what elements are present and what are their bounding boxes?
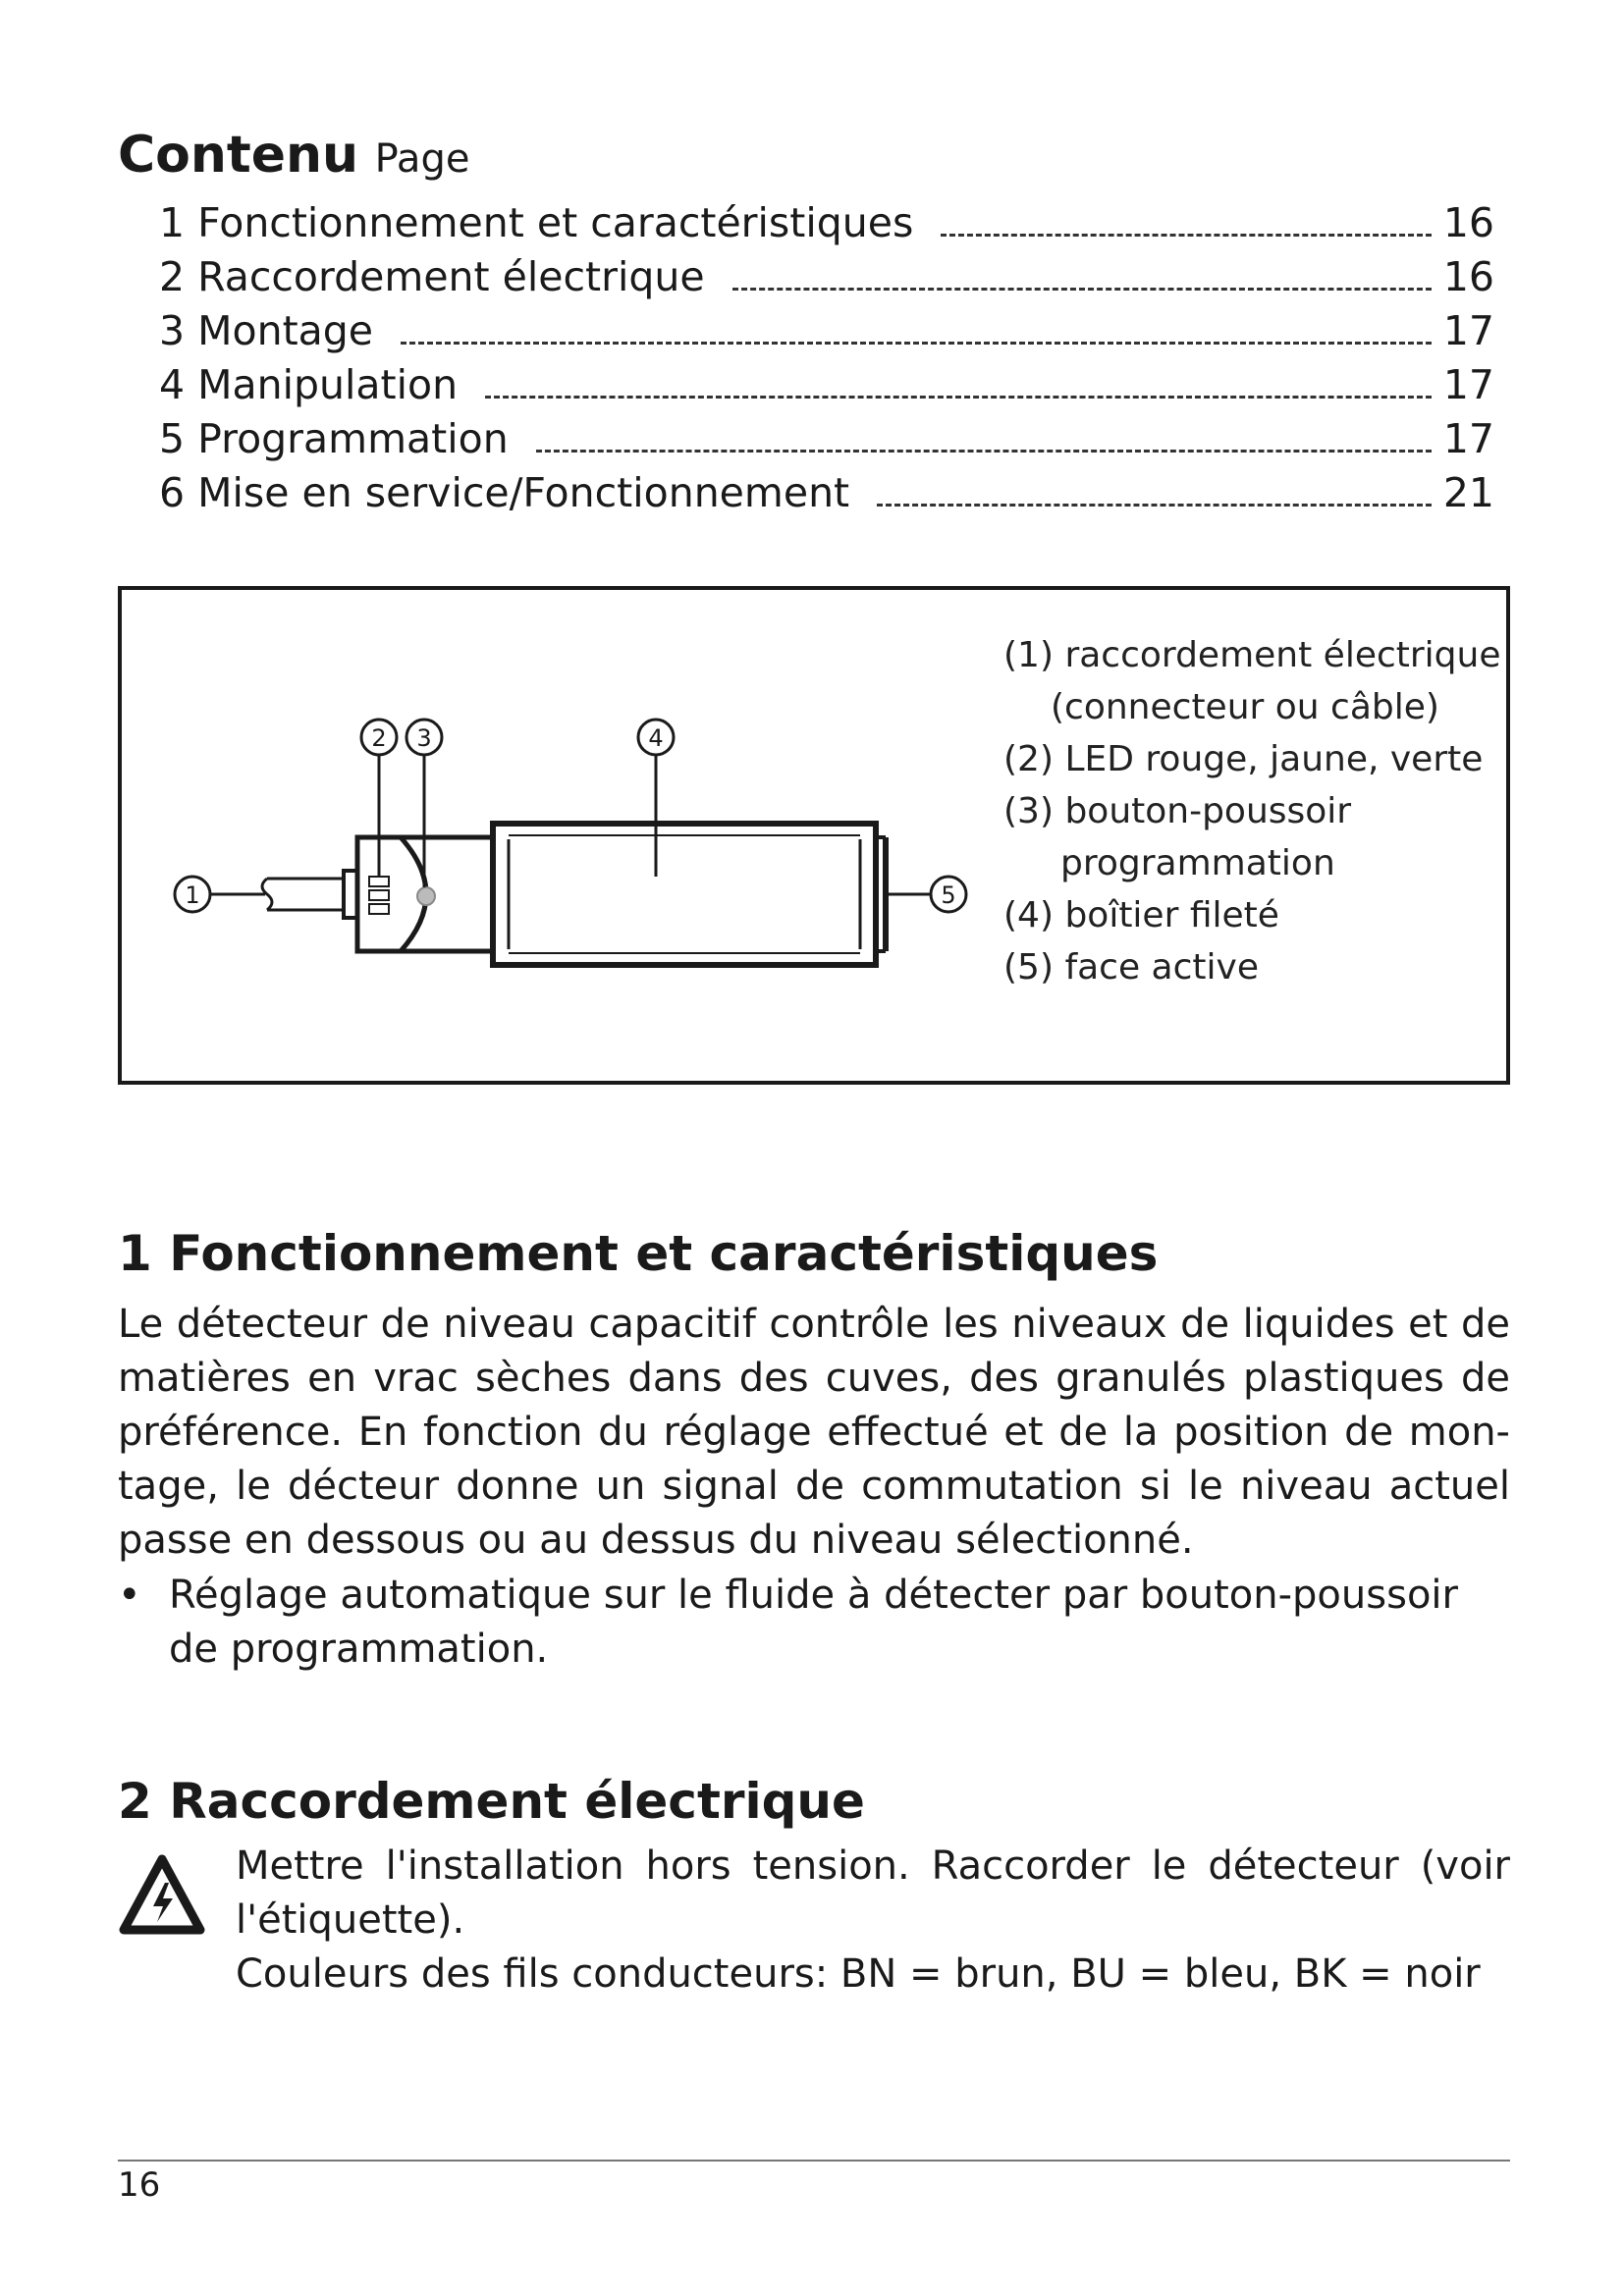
toc-entry[interactable] [159, 199, 1494, 253]
legend-item: (5) face active [1003, 947, 1259, 988]
marker-label: 4 [648, 724, 664, 752]
toc-leader [485, 396, 1432, 399]
toc-entry-label: 6 Mise en service/Fonctionnement [159, 469, 850, 516]
electric-hazard-icon [118, 1853, 206, 1938]
marker-label: 3 [416, 724, 432, 752]
toc-entry[interactable] [159, 361, 1494, 415]
toc-entry-label: 5 Programmation [159, 415, 509, 462]
program-button-icon [417, 887, 435, 905]
legend-item: (2) LED rouge, jaune, verte [1003, 739, 1484, 779]
toc-leader [941, 234, 1431, 237]
toc-entry[interactable] [159, 253, 1494, 307]
marker-label: 2 [371, 724, 387, 752]
threaded-housing [493, 824, 876, 965]
legend-item: programmation [1060, 843, 1335, 883]
section-1-heading: 1 Fonctionnement et caractéristiques [118, 1225, 1159, 1282]
legend-item: (1) raccordement électrique [1003, 635, 1501, 675]
toc-entry-page: 16 [1442, 253, 1494, 300]
toc-entry-label: 3 Montage [159, 307, 374, 354]
toc-leader [536, 450, 1432, 453]
sensor-head [357, 837, 426, 951]
legend-item: (connecteur ou câble) [1051, 687, 1439, 727]
toc-entry-label: 2 Raccordement électrique [159, 253, 705, 300]
page-number: 16 [118, 2165, 161, 2205]
led-segment [369, 890, 389, 900]
bullet-item [118, 1569, 1510, 1677]
toc-entry-label: 1 Fonctionnement et caractéristiques [159, 199, 914, 246]
toc-entry[interactable] [159, 307, 1494, 361]
bullet-text: Réglage automatique sur le fluide à détecter par bouton-poussoir de programmation. [169, 1573, 1458, 1672]
toc-entry-page: 17 [1442, 307, 1494, 354]
section-2-heading: 2 Raccordement électrique [118, 1773, 865, 1830]
wire-colors-text: Couleurs des fils conducteurs: BN = brun, BU = bleu, BK = noir [236, 1951, 1481, 1997]
toc-leader [877, 504, 1432, 507]
legend-item: (4) boîtier fileté [1003, 895, 1279, 935]
toc-entry-label: 4 Manipulation [159, 361, 459, 408]
sensor-figure [118, 586, 1510, 1085]
toc-page-label: Page [374, 136, 470, 182]
warning-text: Mettre l'installation hors tension. Raccorder le détecteur (voir l'étiquette). [236, 1843, 1510, 1943]
section-1-paragraph: Le détecteur de niveau capacitif contrôle les niveaux de liquides et de matières en vrac sèches dans des cuves, des granulés plastiques de préférence. En fonction du réglage effectué et de la position de mon-tage, le décteur donne un signal de commutation si le niveau actuel passe en dessous ou au dessus du niveau sélectionné. [118, 1302, 1510, 1563]
legend-item: (3) bouton-poussoir [1003, 791, 1352, 831]
toc-heading [118, 126, 469, 185]
toc-entry[interactable] [159, 469, 1494, 523]
marker-label: 1 [185, 881, 200, 909]
footer-divider [118, 2160, 1510, 2162]
led-segment [369, 877, 389, 886]
bullet-icon: • [118, 1573, 141, 1618]
toc-entry-page: 17 [1442, 361, 1494, 408]
toc-entry-page: 16 [1442, 199, 1494, 246]
toc-entry-page: 17 [1442, 415, 1494, 462]
led-segment [369, 904, 389, 914]
toc-title: Contenu [118, 126, 359, 185]
toc-leader [732, 288, 1432, 291]
toc-entry-page: 21 [1442, 469, 1494, 516]
toc-entry[interactable] [159, 415, 1494, 469]
figure-legend [1003, 629, 1501, 993]
marker-label: 5 [941, 881, 956, 909]
toc-leader [401, 342, 1432, 345]
